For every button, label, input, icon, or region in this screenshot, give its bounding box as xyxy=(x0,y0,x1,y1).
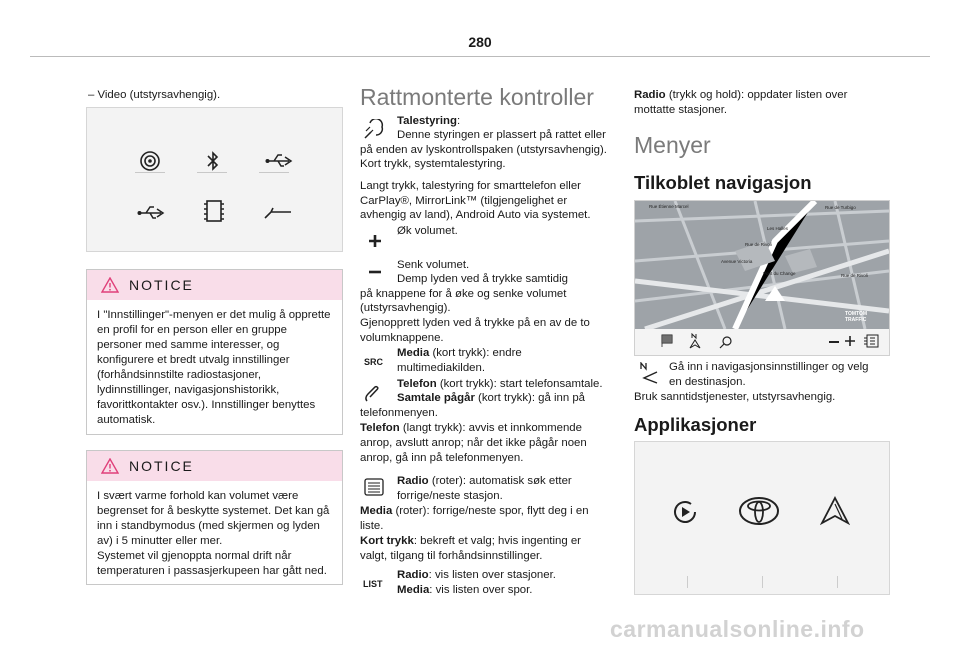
zoom-in-icon[interactable] xyxy=(845,336,855,346)
divider xyxy=(135,172,165,173)
divider xyxy=(197,172,227,173)
ok-text: valgt, tilgang til forhåndsinnstillinger. xyxy=(360,550,543,562)
radio-text: (roter): automatisk søk etter xyxy=(428,475,572,487)
divider xyxy=(687,576,688,588)
radio-label: Radio xyxy=(634,89,666,101)
apps-heading: Applikasjoner xyxy=(634,414,757,435)
navigation-map xyxy=(634,200,890,356)
notice-text: I svært varme forhold kan volumet være begrenset for å beskytte systemet. Det kan gå inn i standbymodus (med skjermen og lyden av) i 5 minutter eller mer. xyxy=(97,490,330,547)
call-text: (kort trykk): gå inn på xyxy=(474,392,586,404)
warning-icon xyxy=(101,458,119,474)
media2-line xyxy=(360,504,589,519)
notice-box xyxy=(86,450,343,585)
voice-long: avhengig av land), Android Auto via systemet. xyxy=(360,209,591,221)
divider xyxy=(762,576,763,588)
watermark: carmanualsonline.info xyxy=(610,616,865,642)
voice-title-line xyxy=(397,114,460,129)
volume-down: Demp lyden ved å trykke samtidig xyxy=(397,273,568,285)
warning-icon xyxy=(101,277,119,293)
map-street: Avenue Victoria xyxy=(721,259,753,264)
radio-text: forrige/neste stasjon. xyxy=(397,490,503,502)
volume-down: Gjenopprett lyden ved å trykke på en av de to xyxy=(360,317,590,329)
map-street: Rue de Rivoli xyxy=(841,273,868,278)
call-text: telefonmenyen. xyxy=(360,407,438,419)
phone-long-text: anrop, gå inn på telefonmenyen. xyxy=(360,452,524,464)
divider xyxy=(259,172,289,173)
media2-text: liste. xyxy=(360,520,384,532)
phone-icon xyxy=(364,385,380,403)
voice-label: Talestyring xyxy=(397,115,457,127)
media2-label: Media xyxy=(360,505,393,517)
volume-down: volumknappene. xyxy=(360,332,444,344)
map-street: Rue Étienne Marcel xyxy=(649,204,689,209)
page-number: 280 xyxy=(468,34,492,50)
voice-text: Denne styringen er plassert på rattet eller på enden av lyskontrollspaken (utstyrsavhengig). xyxy=(360,129,607,156)
call-line xyxy=(397,391,585,406)
map-street: Les Halles xyxy=(767,226,789,231)
apps-panel xyxy=(634,441,890,595)
map-street: Pont du Change xyxy=(763,271,796,276)
header-divider xyxy=(30,56,930,57)
phone-text: (kort trykk): start telefonsamtale. xyxy=(436,378,603,390)
media-text: multimediakilden. xyxy=(397,362,485,374)
notice-title: NOTICE xyxy=(129,277,194,293)
voice-long: Langt trykk, talestyring for smarttelefon eller xyxy=(360,180,581,192)
volume-up: Øk volumet. xyxy=(397,225,458,237)
ok-text: : bekreft et valg; hvis ingenting er xyxy=(413,535,581,547)
minus-icon xyxy=(369,270,381,274)
media-text: (kort trykk): endre xyxy=(429,347,522,359)
radio-text: (trykk og hold): oppdater listen over xyxy=(665,89,848,101)
radio2-text: : vis listen over stasjoner. xyxy=(428,569,556,581)
map-street: Rue de Turbigo xyxy=(825,205,856,210)
search-icon[interactable] xyxy=(719,335,733,349)
notice-box xyxy=(86,269,343,435)
volume-down: Senk volumet. xyxy=(397,259,470,271)
radio-line xyxy=(397,474,572,489)
map-street: Rue de Rivoli xyxy=(745,242,772,247)
media-label: Media xyxy=(397,347,430,359)
phone-line xyxy=(397,377,603,392)
notice-header xyxy=(87,451,342,481)
ok-line xyxy=(360,534,581,549)
nav-text: Bruk sanntidstjenester, utstyrsavhengig. xyxy=(634,391,836,403)
notice-title: NOTICE xyxy=(129,458,194,474)
map-graphic xyxy=(635,201,889,355)
list-icon: LIST xyxy=(363,579,383,589)
notice-header xyxy=(87,270,342,300)
call-label: Samtale pågår xyxy=(397,392,475,404)
nav-text: en destinasjon. xyxy=(669,376,746,388)
android-auto-icon xyxy=(820,496,850,526)
media3-label: Media xyxy=(397,584,430,596)
radio-hold-line xyxy=(634,88,847,103)
media3-text: : vis listen over spor. xyxy=(429,584,533,596)
dial-icon xyxy=(364,478,384,496)
source-icons-panel xyxy=(86,107,343,252)
nav-heading: Tilkoblet navigasjon xyxy=(634,172,812,193)
map-options-icon[interactable] xyxy=(863,334,879,348)
flag-icon[interactable] xyxy=(661,334,675,348)
plus-icon xyxy=(369,235,381,247)
section-heading: Rattmonterte kontroller xyxy=(360,84,594,110)
video-icon xyxy=(203,198,225,224)
radio2-label: Radio xyxy=(397,569,429,581)
zoom-out-icon[interactable] xyxy=(829,341,839,343)
menus-heading: Menyer xyxy=(634,132,711,158)
notice-text: Systemet vil gjenoppta normal drift når temperaturen i passasjerkupeen har gått ned. xyxy=(97,550,327,577)
voice-colon: : xyxy=(456,115,461,127)
north-arrow-icon[interactable] xyxy=(689,333,701,349)
voice-short: Kort trykk, systemtalestyring. xyxy=(360,158,506,170)
divider xyxy=(837,576,838,588)
map-logo: TOMTOM TRAFFIC xyxy=(845,311,868,323)
phone-long-line xyxy=(360,421,582,436)
voice-long: CarPlay®, MirrorLink™ (tilgjengelighet er xyxy=(360,195,568,207)
bluetooth-icon xyxy=(205,150,221,172)
radio-text: mottatte stasjoner. xyxy=(634,104,728,116)
media-line xyxy=(397,346,522,361)
aux-icon xyxy=(263,206,293,220)
phone-long-text: anrop, avslutt anrop; når det ikke pågår noen xyxy=(360,437,587,449)
navigation-icon xyxy=(638,362,658,384)
wifi-icon xyxy=(139,150,161,172)
media3-line xyxy=(397,583,532,598)
phone-long-label: Telefon xyxy=(360,422,400,434)
phone-long-text: (langt trykk): avvis et innkommende xyxy=(399,422,582,434)
video-item: – Video (utstyrsavhengig). xyxy=(88,89,221,101)
volume-down: (utstyrsavhengig). xyxy=(360,302,451,314)
usb-icon xyxy=(137,204,165,222)
media2-text: (roter): forrige/neste spor, flytt deg i en xyxy=(392,505,589,517)
volume-down: på knappene for å øke og senke volumet xyxy=(360,288,567,300)
phone-label: Telefon xyxy=(397,378,437,390)
radio-label: Radio xyxy=(397,475,429,487)
radio2-line xyxy=(397,568,556,583)
nav-text: Gå inn i navigasjonsinnstillinger og velg xyxy=(669,361,869,373)
usb-icon xyxy=(265,152,293,170)
ok-label: Kort trykk xyxy=(360,535,414,547)
src-icon: SRC xyxy=(364,357,384,367)
notice-text: I "Innstillinger"-menyen er det mulig å opprette en profil for en person eller en gruppe personer med samme interesser, og konfigurere et bredt utvalg innstillinger (forhåndsinnstilte radiostasjoner, lydinnstillinger, navigasjonshistorikk, favorittkontakter osv.). Innstillinger benyttes automatisk. xyxy=(97,309,331,426)
play-circle-icon xyxy=(671,498,699,526)
notice-text-block xyxy=(87,481,342,587)
toyota-logo-icon xyxy=(738,496,780,526)
